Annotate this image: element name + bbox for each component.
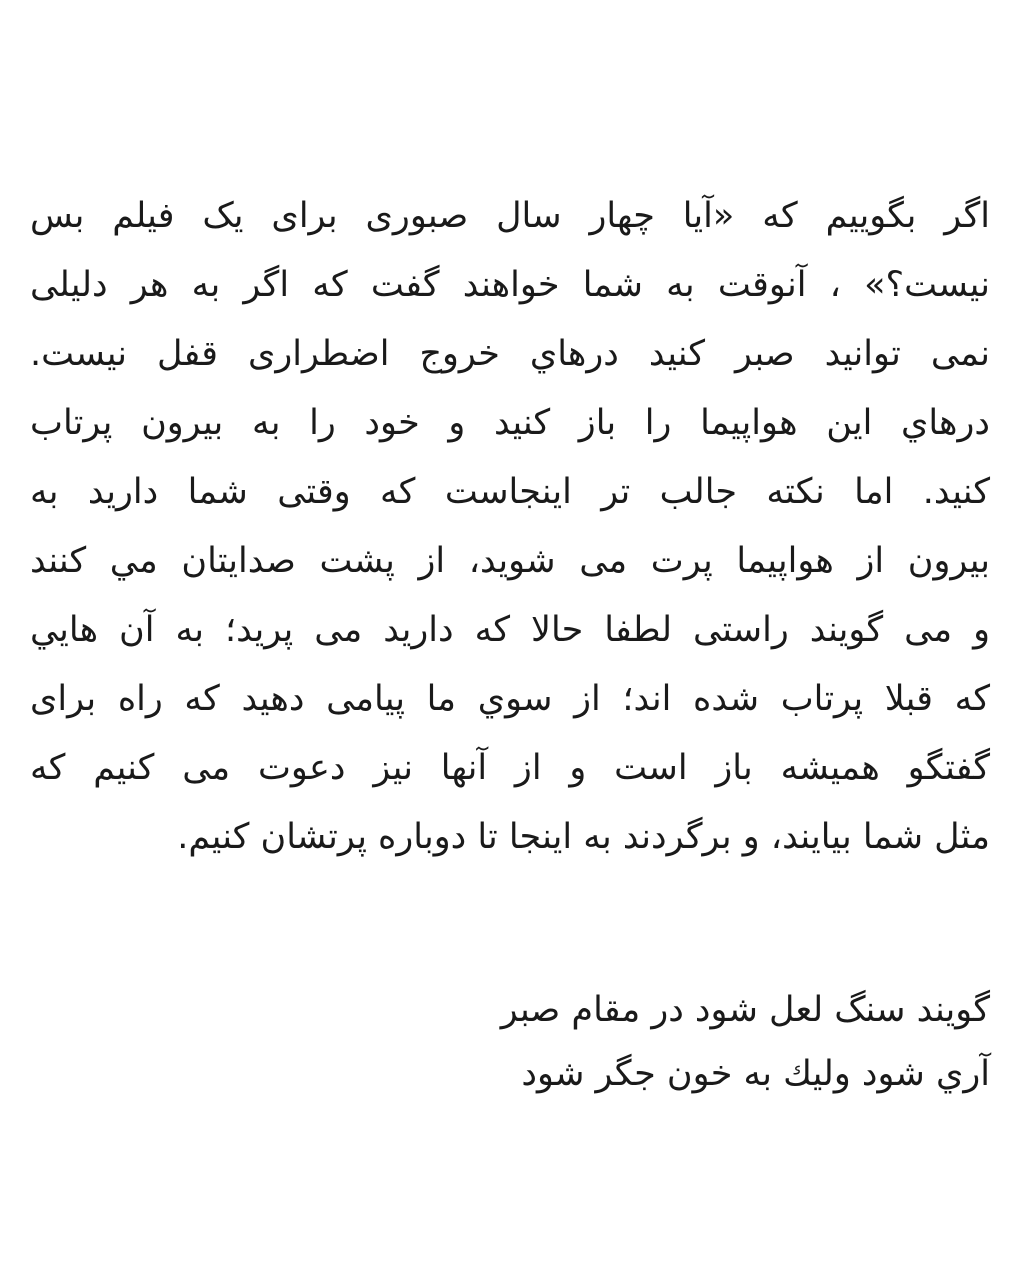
paragraph-line: بیرون از هواپیما پرت می شوید، از پشت صدایتان مي کنند bbox=[30, 541, 990, 581]
paragraph-line: نمی توانید صبر کنید درهاي خروج اضطراری قفل نیست. bbox=[30, 334, 990, 374]
poem-line: گویند سنگ لعل شود در مقام صبر bbox=[500, 990, 990, 1030]
paragraph-line: کنید. اما نکته جالب تر اینجاست که وقتی شما دارید به bbox=[30, 472, 990, 512]
body-paragraph bbox=[30, 182, 990, 872]
paragraph-line: که قبلا پرتاب شده اند؛ از سوي ما پیامی دهید که راه برای bbox=[30, 679, 990, 719]
paragraph-line: اگر بگوییم که «آیا چهار سال صبوری برای یک فیلم بس bbox=[30, 196, 990, 236]
paragraph-line: و می گویند راستی لطفا حالا که دارید می پرید؛ به آن هایي bbox=[30, 610, 990, 650]
paragraph-line: نیست؟» ، آنوقت به شما خواهند گفت که اگر به هر دلیلی bbox=[30, 265, 990, 305]
paragraph-line: گفتگو همیشه باز است و از آنها نیز دعوت می کنیم که bbox=[30, 748, 990, 788]
paragraph-line: درهاي این هواپیما را باز کنید و خود را به بیرون پرتاب bbox=[30, 403, 990, 443]
paragraph-line: مثل شما بیایند، و برگردند به اینجا تا دوباره پرتشان کنیم. bbox=[177, 817, 990, 857]
poem-verse bbox=[30, 978, 990, 1106]
poem-line: آري شود ولیك به خون جگر شود bbox=[521, 1054, 990, 1094]
